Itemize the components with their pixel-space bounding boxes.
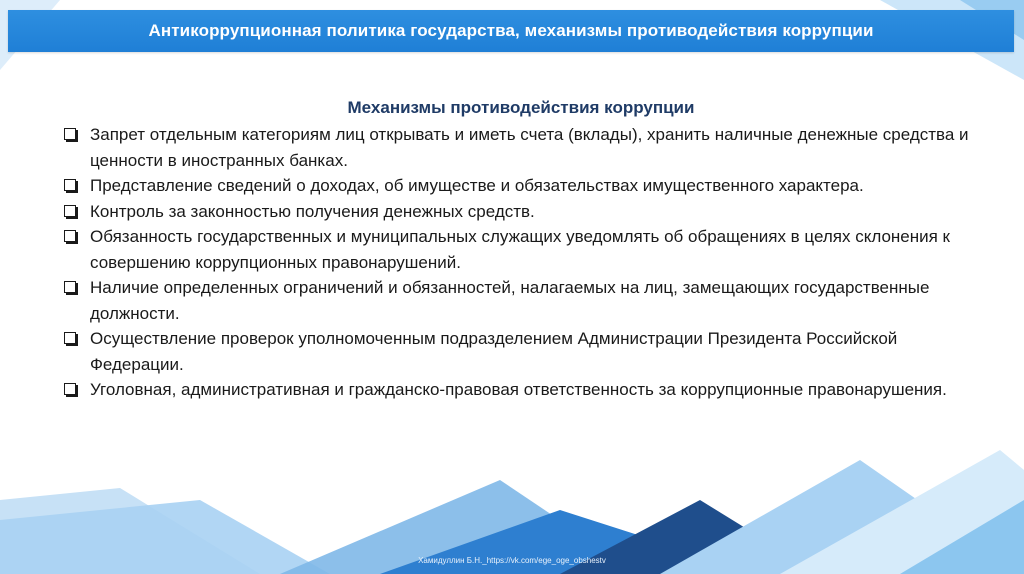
page-title: Антикоррупционная политика государства, механизмы противодействия коррупции xyxy=(148,21,874,40)
list-item-text: Уголовная, административная и гражданско-правовая ответственность за коррупционные правонарушения. xyxy=(90,380,947,399)
list-item-text: Осуществление проверок уполномоченным подразделением Администрации Президента Российской Федерации. xyxy=(90,329,898,374)
checkbox-bullet-icon xyxy=(64,383,76,395)
main-content xyxy=(56,98,976,403)
checkbox-bullet-icon xyxy=(64,128,76,140)
checkbox-bullet-icon xyxy=(64,281,76,293)
mechanisms-list xyxy=(56,122,976,403)
list-item-text: Наличие определенных ограничений и обязанностей, налагаемых на лиц, замещающих государственные должности. xyxy=(90,278,930,323)
list-item-text: Обязанность государственных и муниципальных служащих уведомлять об обращениях в целях склонения к совершению коррупционных правонарушений. xyxy=(90,227,950,272)
footer-credit: Хамидуллин Б.Н._https://vk.com/ege_oge_obshestv xyxy=(418,556,606,565)
list-item xyxy=(56,275,976,326)
header-banner xyxy=(8,10,1014,52)
list-item xyxy=(56,173,976,199)
list-item-text: Запрет отдельным категориям лиц открывать и иметь счета (вклады), хранить наличные денежные средства и ценности в иностранных банках. xyxy=(90,125,969,170)
list-item xyxy=(56,326,976,377)
list-item xyxy=(56,377,976,403)
list-item-text: Контроль за законностью получения денежных средств. xyxy=(90,201,535,221)
list-item-text: Представление сведений о доходах, об имуществе и обязательствах имущественного характера. xyxy=(90,176,864,195)
list-item xyxy=(56,199,976,225)
checkbox-bullet-icon xyxy=(64,179,76,191)
bottom-decoration xyxy=(0,440,1024,574)
list-item xyxy=(56,122,976,173)
checkbox-bullet-icon xyxy=(64,332,76,344)
list-item xyxy=(56,224,976,275)
checkbox-bullet-icon xyxy=(64,230,76,242)
section-title: Механизмы противодействия коррупции xyxy=(347,98,695,117)
checkbox-bullet-icon xyxy=(64,205,76,217)
